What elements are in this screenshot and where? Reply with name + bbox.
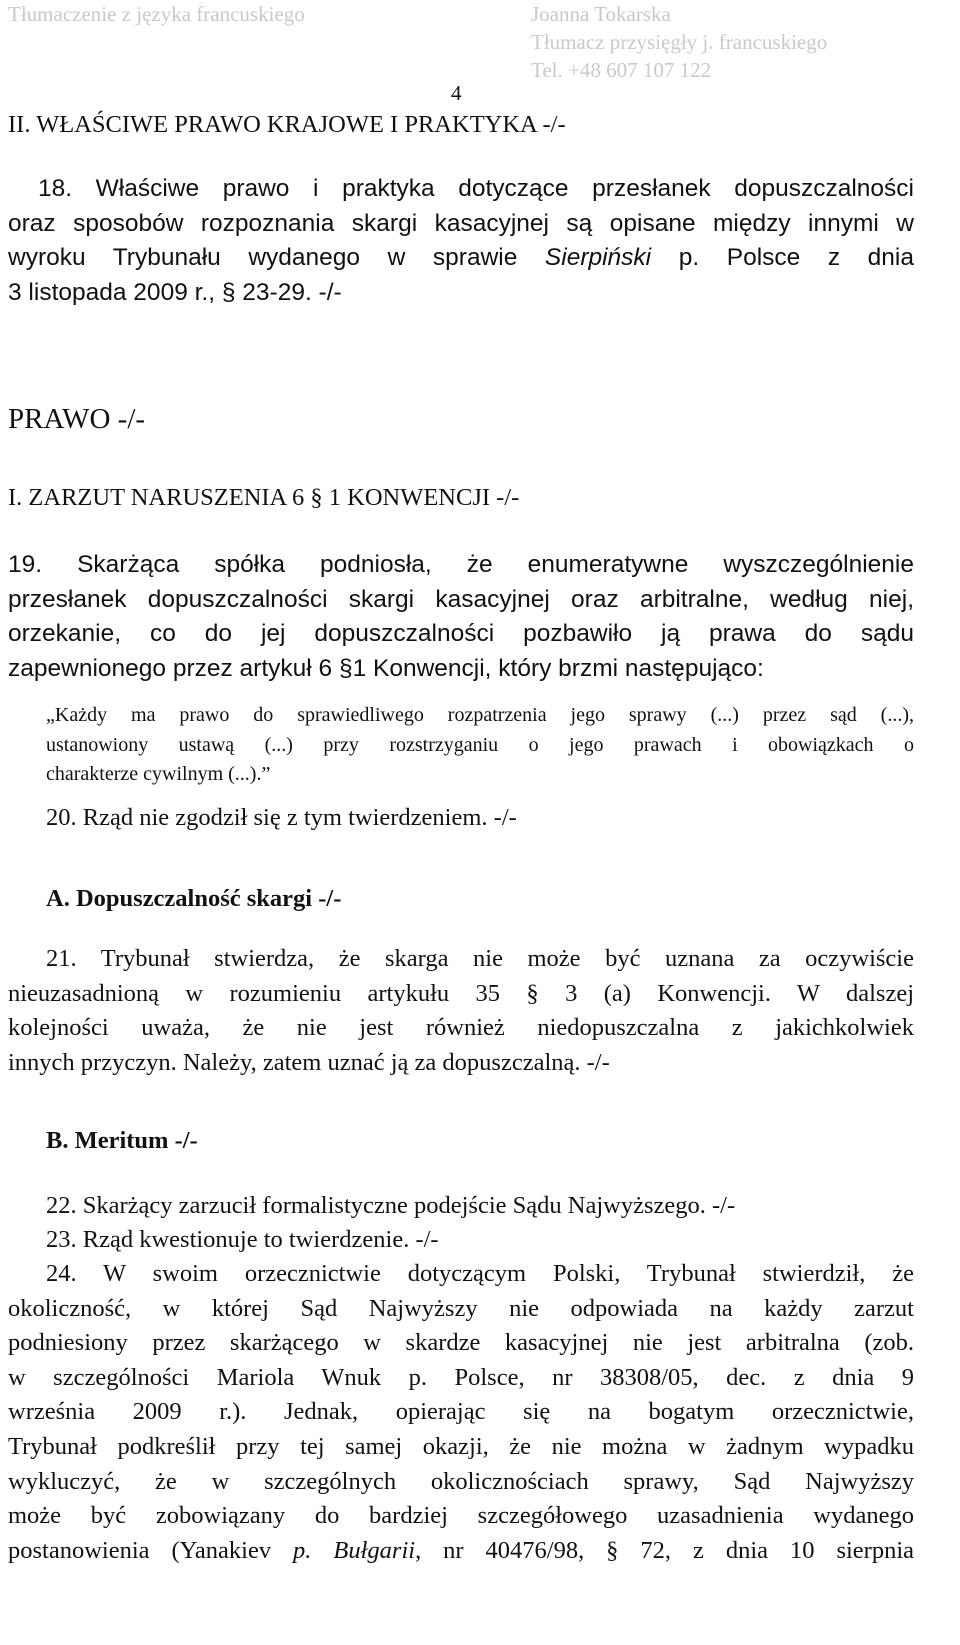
- paragraph-22: 22. Skarżący zarzucił formalistyczne podejście Sądu Najwyższego. -/-: [46, 1192, 736, 1219]
- paragraph-21-line: kolejności uważa, że nie jest również niedopuszczalna z jakichkolwiek: [8, 1014, 914, 1042]
- paragraph-21: [8, 942, 914, 1046]
- quotation-line: charakterze cywilnym (...).”: [46, 763, 271, 785]
- paragraph-20: 20. Rząd nie zgodził się z tym twierdzeniem. -/-: [46, 804, 517, 831]
- paragraph-19-line: przesłanek dopuszczalności skargi kasacyjnej oraz arbitralne, według niej,: [8, 585, 914, 613]
- paragraph-24-line: podniesiony przez skarżącego w skardze kasacyjnej nie jest arbitralna (zob.: [8, 1329, 914, 1357]
- paragraph-18-line: 18. Właściwe prawo i praktyka dotyczące przesłanek dopuszczalności: [38, 175, 914, 202]
- quotation-article-6: [46, 701, 914, 790]
- header-translator-phone: Tel. +48 607 107 122: [531, 58, 712, 82]
- section-heading-ii: II. WŁAŚCIWE PRAWO KRAJOWE I PRAKTYKA -/-: [8, 111, 566, 138]
- paragraph-18-line: [8, 241, 914, 276]
- paragraph-24-line: wykluczyć, że w szczególnych okolicznościach sprawy, Sąd Najwyższy: [8, 1467, 914, 1495]
- paragraph-19-line: orzekanie, co do jej dopuszczalności pozbawiło ją prawa do sądu: [8, 620, 914, 648]
- paragraph-21-last-line: innych przyczyn. Należy, zatem uznać ją za dopuszczalną. -/-: [8, 1049, 610, 1076]
- paragraph-21-line: nieuzasadnioną w rozumieniu artykułu 35 § 3 (a) Konwencji. W dalszej: [8, 979, 914, 1007]
- paragraph-24-line: okoliczność, w której Sąd Najwyższy nie odpowiada na każdy zarzut: [8, 1294, 914, 1322]
- section-heading-i: I. ZARZUT NARUSZENIA 6 § 1 KONWENCJI -/-: [8, 484, 520, 511]
- heading-a-admissibility: A. Dopuszczalność skargi -/-: [46, 885, 342, 912]
- paragraph-24: [8, 1257, 914, 1568]
- case-name-italic: Sierpiński: [544, 244, 652, 272]
- paragraph-19-last-line: zapewnionego przez artykuł 6 §1 Konwencji, który brzmi następująco:: [8, 655, 764, 682]
- paragraph-18-line: oraz sposobów rozpoznania skargi kasacyjnej są opisane między innymi w: [8, 209, 914, 237]
- text-run: postanowienia (Yanakiev: [8, 1536, 294, 1564]
- paragraph-21-line: 21. Trybunał stwierdza, że skarga nie może być uznana za oczywiście: [46, 945, 914, 972]
- paragraph-24-line: 24. W swoim orzecznictwie dotyczącym Polski, Trybunał stwierdził, że: [46, 1260, 914, 1287]
- paragraph-24-line: w szczególności Mariola Wnuk p. Polsce, nr 38308/05, dec. z dnia 9: [8, 1363, 914, 1391]
- paragraph-18: [8, 172, 914, 276]
- header-translator-title: Tłumacz przysięgły j. francuskiego: [531, 30, 828, 54]
- text-run: p. Polsce z dnia: [651, 244, 914, 272]
- heading-b-merits: B. Meritum -/-: [46, 1127, 198, 1154]
- text-run: wyroku Trybunału wydanego w sprawie: [8, 244, 545, 272]
- paragraph-19-line: 19. Skarżąca spółka podniosła, że enumeratywne wyszczególnienie: [8, 551, 914, 578]
- prawo-heading: PRAWO -/-: [8, 403, 146, 435]
- text-run: , nr 40476/98, § 72, z dnia 10 sierpnia: [415, 1536, 915, 1564]
- header-translation-note: Tłumaczenie z języka francuskiego: [8, 2, 305, 26]
- quotation-line: ustanowiony ustawą (...) przy rozstrzyganiu o jego prawach i obowiązkach o: [46, 733, 914, 756]
- paragraph-24-line: może być zobowiązany do bardziej szczegółowego uzasadnienia wydanego: [8, 1502, 914, 1530]
- quotation-line: „Każdy ma prawo do sprawiedliwego rozpatrzenia jego sprawy (...) przez sąd (...),: [46, 704, 914, 726]
- page-number: 4: [451, 81, 462, 105]
- header-translator-name: Joanna Tokarska: [531, 2, 671, 26]
- paragraph-18-last-line: 3 listopada 2009 r., § 23-29. -/-: [8, 279, 342, 306]
- case-country-italic: p. Bułgarii: [293, 1536, 416, 1564]
- paragraph-24-line: września 2009 r.). Jednak, opierając się na bogatym orzecznictwie,: [8, 1398, 914, 1426]
- paragraph-19: [8, 548, 914, 652]
- paragraph-23: 23. Rząd kwestionuje to twierdzenie. -/-: [46, 1226, 439, 1253]
- paragraph-24-line: [8, 1534, 914, 1569]
- paragraph-24-line: Trybunał podkreślił przy tej samej okazji, że nie można w żadnym wypadku: [8, 1432, 914, 1460]
